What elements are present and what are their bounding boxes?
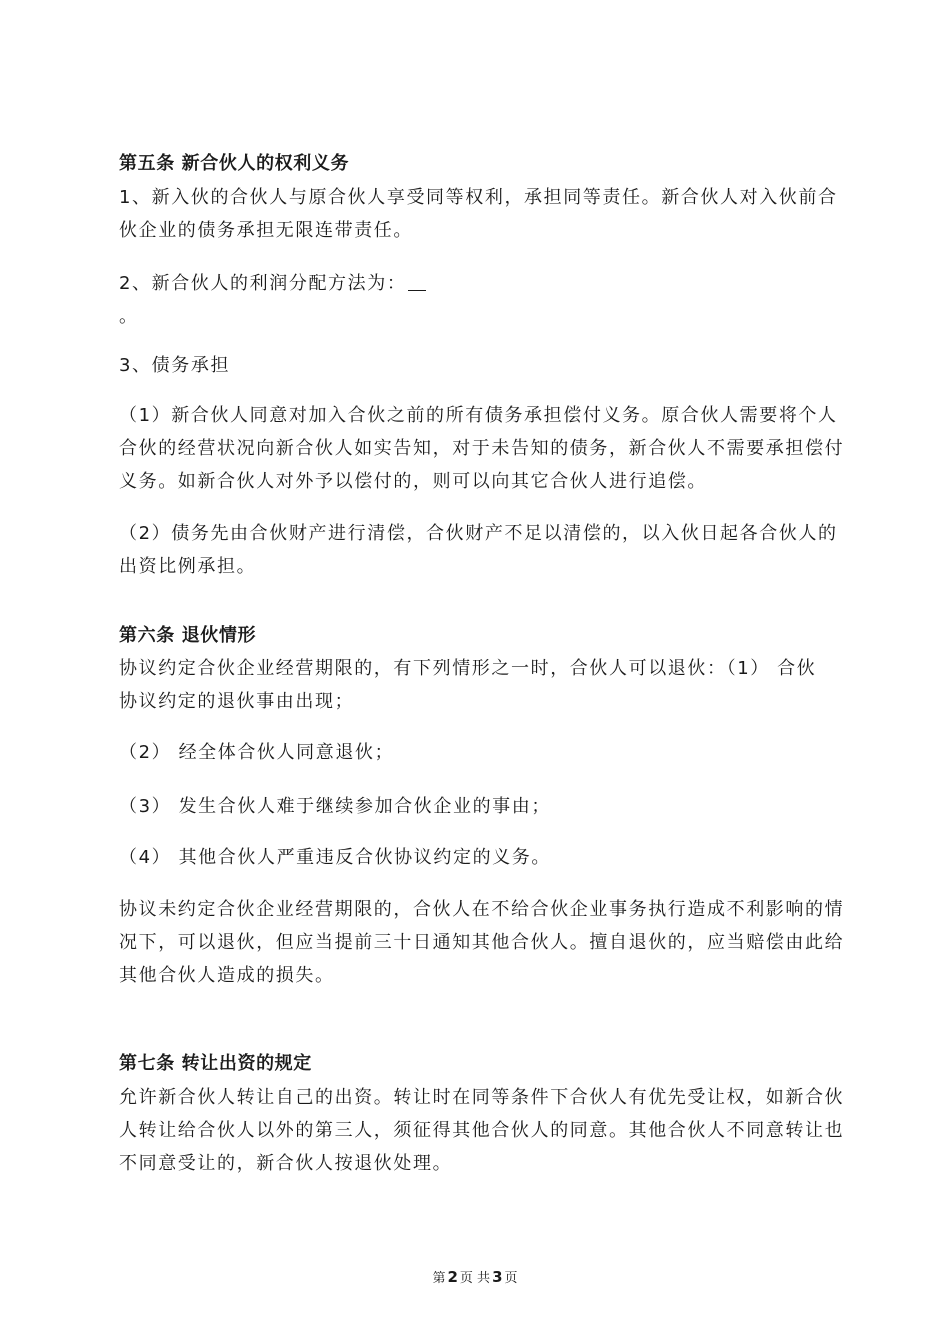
footer-prefix: 第: [432, 1271, 446, 1286]
article-5-p3-1-line-2: 合伙的经营状况向新合伙人如实告知，对于未告知的债务，新合伙人不需要承担偿付: [119, 438, 845, 459]
article-6-item-3: （3） 发生合伙人难于继续参加合伙企业的事由；: [119, 796, 551, 817]
article-5-p1-line-1: 1、新入伙的合伙人与原合伙人享受同等权利，承担同等责任。新合伙人对入伙前合: [119, 187, 838, 208]
article-5-p2-line-2: 。: [119, 306, 139, 327]
article-5-p3-1-line-1: （1）新合伙人同意对加入合伙之前的所有债务承担偿付义务。原合伙人需要将个人: [119, 405, 838, 426]
total-page-number: 3: [492, 1268, 503, 1286]
article-5-p3-2-line-1: （2）债务先由合伙财产进行清偿，合伙财产不足以清偿的，以入伙日起各合伙人的: [119, 523, 838, 544]
article-6-p2-line-2: 况下，可以退伙，但应当提前三十日通知其他合伙人。擅自退伙的，应当赔偿由此给: [119, 932, 845, 953]
footer-suffix: 页: [504, 1271, 518, 1286]
article-6-title: 第六条 退伙情形: [119, 625, 257, 646]
footer-middle: 页 共: [459, 1271, 491, 1286]
article-7-p1-line-3: 不同意受让的，新合伙人按退伙处理。: [119, 1153, 453, 1174]
page-number-footer: [0, 1268, 950, 1288]
article-5-p1-line-2: 伙企业的债务承担无限连带责任。: [119, 220, 413, 241]
current-page-number: 2: [447, 1268, 458, 1286]
article-7-p1-line-2: 人转让给合伙人以外的第三人，须征得其他合伙人的同意。其他合伙人不同意转让也: [119, 1120, 845, 1141]
article-6-item-4: （4） 其他合伙人严重违反合伙协议约定的义务。: [119, 847, 551, 868]
article-5-p3-2-line-2: 出资比例承担。: [119, 556, 257, 577]
profit-distribution-label: 2、新合伙人的利润分配方法为：: [119, 273, 407, 294]
article-6-p2-line-3: 其他合伙人造成的损失。: [119, 965, 335, 986]
article-7-title: 第七条 转让出资的规定: [119, 1053, 312, 1074]
article-5-p2-line-1: [119, 272, 426, 296]
article-6-intro-line-1: 协议约定合伙企业经营期限的，有下列情形之一时，合伙人可以退伙：（1） 合伙: [119, 658, 817, 679]
article-5-p3-1-line-3: 义务。如新合伙人对外予以偿付的，则可以向其它合伙人进行追偿。: [119, 471, 707, 492]
article-5-title: 第五条 新合伙人的权利义务: [119, 153, 350, 174]
article-5-p3-heading: 3、债务承担: [119, 355, 231, 376]
article-7-p1-line-1: 允许新合伙人转让自己的出资。转让时在同等条件下合伙人有优先受让权，如新合伙: [119, 1087, 845, 1108]
article-6-intro-line-2: 协议约定的退伙事由出现；: [119, 691, 355, 712]
article-6-p2-line-1: 协议未约定合伙企业经营期限的，合伙人在不给合伙企业事务执行造成不利影响的情: [119, 899, 845, 920]
article-6-item-2: （2） 经全体合伙人同意退伙；: [119, 742, 395, 763]
fill-in-blank: [408, 272, 426, 291]
